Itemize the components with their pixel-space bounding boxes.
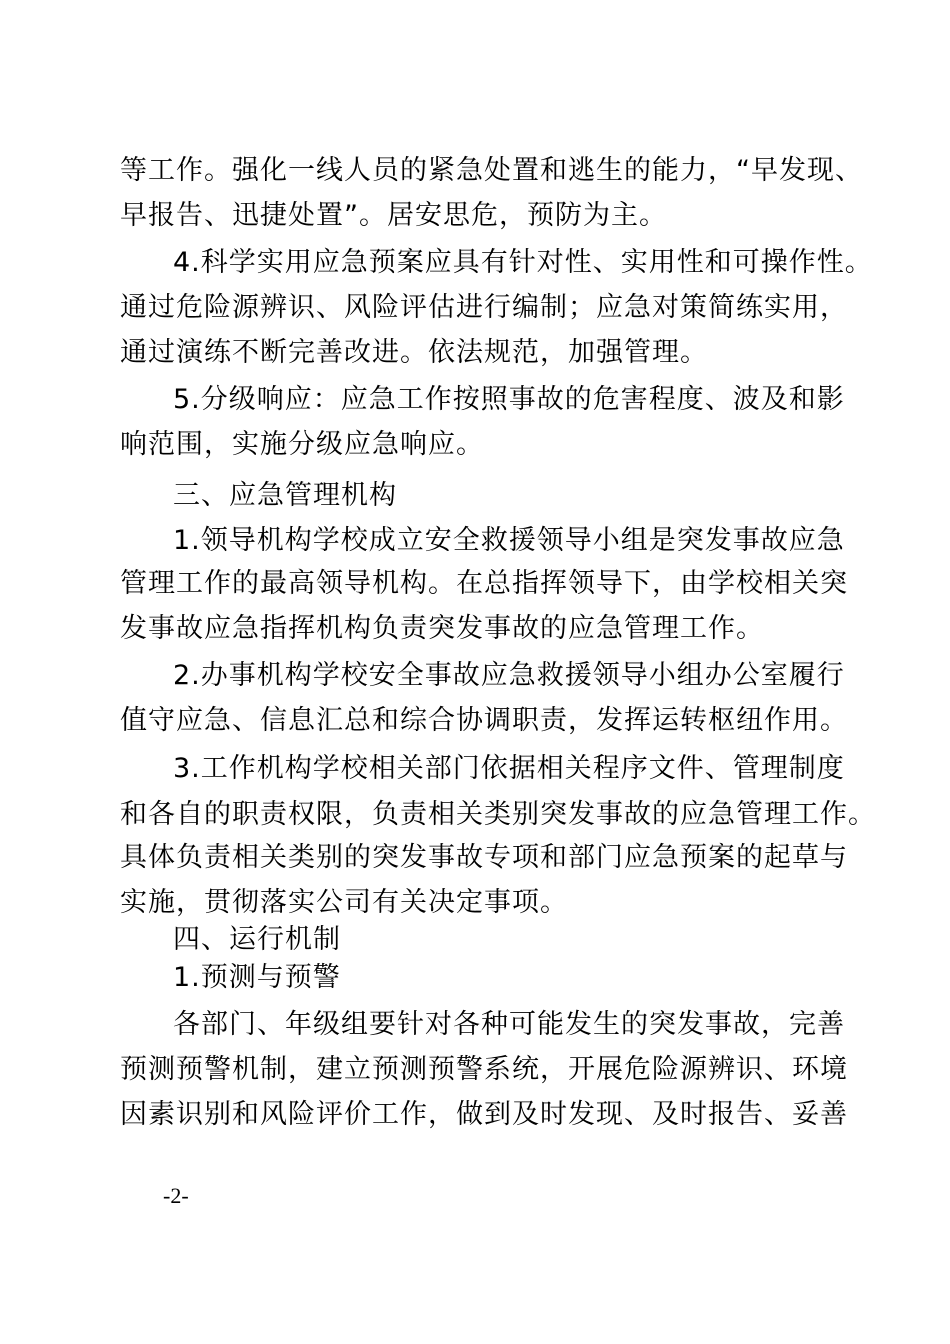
body-text-line: 通过危险源辨识、风险评估进行编制；应急对策简练实用， [120,292,848,323]
section-heading: 四、运行机制 [173,924,341,955]
body-text-line: 实施，贯彻落实公司有关决定事项。 [120,887,568,918]
section-heading: 三、应急管理机构 [173,480,397,511]
body-text-line: 通过演练不断完善改进。依法规范，加强管理。 [120,337,708,368]
body-text-line: 具体负责相关类别的突发事故专项和部门应急预案的起草与 [120,842,848,873]
body-text-line: 响范围，实施分级应急响应。 [120,429,484,460]
body-text-line: 5.分级响应：应急工作按照事故的危害程度、波及和影 [173,384,845,415]
body-text-line: 1.领导机构学校成立安全救援领导小组是突发事故应急 [173,525,845,556]
body-text-line: 等工作。强化一线人员的紧急处置和逃生的能力，“早发现、 [120,155,863,186]
page-number: -2- [163,1183,189,1208]
body-text-line: 预测预警机制，建立预测预警系统，开展危险源辨识、环境 [120,1054,848,1085]
body-text-line: 因素识别和风险评价工作，做到及时发现、及时报告、妥善 [120,1099,848,1130]
body-text-line: 管理工作的最高领导机构。在总指挥领导下，由学校相关突 [120,568,848,599]
body-text-line: 和各自的职责权限，负责相关类别突发事故的应急管理工作。 [120,799,876,830]
body-text-line: 各部门、年级组要针对各种可能发生的突发事故，完善 [173,1009,845,1040]
body-text-line: 值守应急、信息汇总和综合协调职责，发挥运转枢纽作用。 [120,705,848,736]
body-text-line: 4.科学实用应急预案应具有针对性、实用性和可操作性。 [173,247,873,278]
body-text-line: 2.办事机构学校安全事故应急救援领导小组办公室履行 [173,660,845,691]
body-text-line: 早报告、迅捷处置”。居安思危，预防为主。 [120,200,667,231]
body-text-line: 发事故应急指挥机构负责突发事故的应急管理工作。 [120,613,764,644]
subsection-heading: 1.预测与预警 [173,962,341,993]
body-text-line: 3.工作机构学校相关部门依据相关程序文件、管理制度 [173,753,845,784]
